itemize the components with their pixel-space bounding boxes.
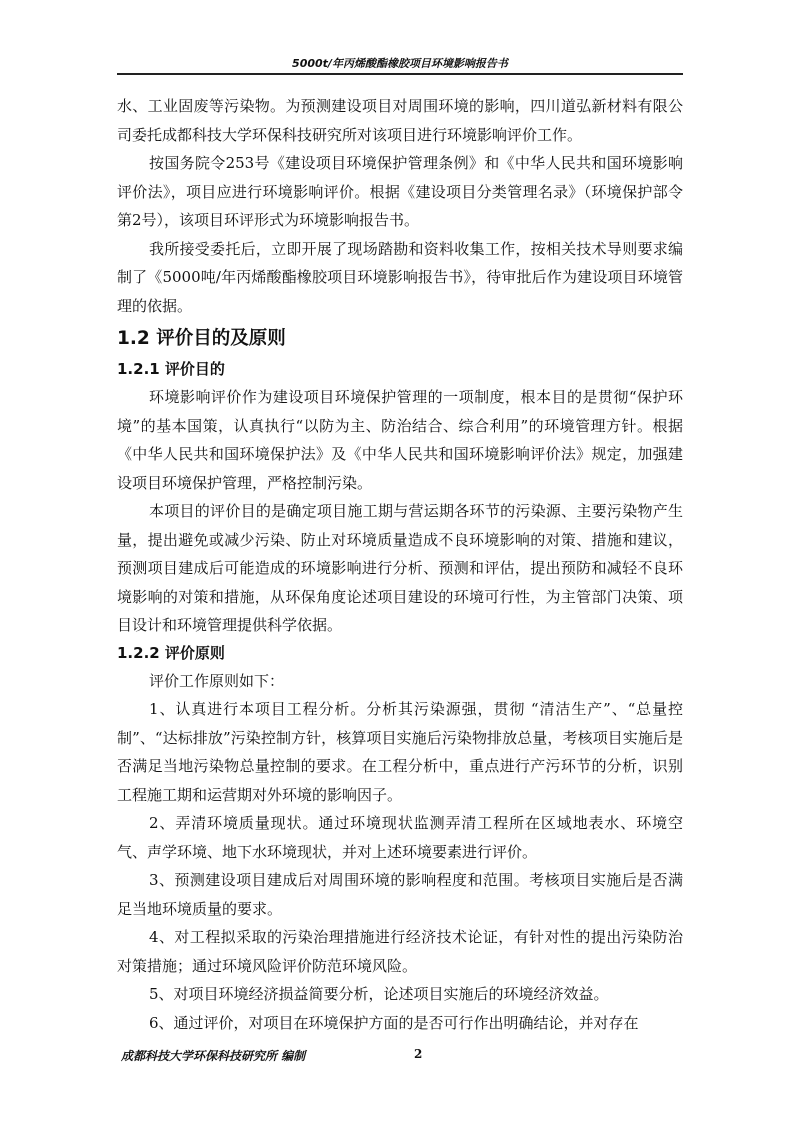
paragraph: 水、工业固废等污染物。为预测建设项目对周围环境的影响，四川道弘新材料有限公司委托成都科技大学环保科技研究所对该项目进行环境影响评价工作。	[117, 97, 683, 144]
list-item: 4、对工程拟采取的污染治理措施进行经济技术论证，有针对性的提出污染防治对策措施；通过环境风险评价防范环境风险。	[117, 928, 683, 975]
page-number: 2	[414, 1047, 423, 1061]
running-header-title: 5000t/年丙烯酸酯橡胶项目环境影响报告书	[292, 57, 508, 70]
list-item: 6、通过评价，对项目在环境保护方面的是否可行作出明确结论，并对存在	[149, 1013, 639, 1032]
paragraph: 我所接受委托后，立即开展了现场踏勘和资料收集工作，按相关技术导则要求编制了《5000吨/年丙烯酸酯橡胶项目环境影响报告书》，待审批后作为建设项目环境管理的依据。	[117, 239, 683, 315]
paragraph: 评价工作原则如下：	[149, 671, 285, 690]
paragraph: 本项目的评价目的是确定项目施工期与营运期各环节的污染源、主要污染物产生量，提出避免或减少污染、防止对环境质量造成不良环境影响的对策、措施和建议，预测项目建成后可能造成的环境影响进行分析、预测和评估，提出预防和减轻不良环境影响的对策和措施，从环保角度论述项目建设的环境可行性，为主管部门决策、项目设计和环境管理提供科学依据。	[117, 502, 683, 634]
page-footer	[117, 1047, 683, 1067]
section-heading-1-2: 1.2 评价目的及原则	[117, 328, 286, 349]
footer-organization: 成都科技大学环保科技研究所 编制	[121, 1049, 306, 1063]
subsection-heading-1-2-2: 1.2.2 评价原则	[117, 643, 225, 662]
list-item: 5、对项目环境经济损益简要分析，论述项目实施后的环境经济效益。	[149, 985, 609, 1003]
subsection-heading-1-2-1: 1.2.1 评价目的	[117, 360, 225, 378]
list-item: 2、弄清环境质量现状。通过环境现状监测弄清工程所在区域地表水、环境空气、声学环境、地下水环境现状，并对上述环境要素进行评价。	[117, 814, 683, 861]
header-divider	[117, 73, 683, 75]
document-body	[117, 92, 683, 1037]
paragraph: 按国务院令253号《建设项目环境保护管理条例》和《中华人民共和国环境影响评价法》，项目应进行环境影响评价。根据《建设项目分类管理名录》（环境保护部令第2号），该项目环评形式为环境影响报告书。	[117, 154, 683, 229]
list-item: 3、预测建设项目建成后对周围环境的影响程度和范围。考核项目实施后是否满足当地环境质量的要求。	[117, 871, 683, 918]
paragraph: 环境影响评价作为建设项目环境保护管理的一项制度，根本目的是贯彻“保护环境”的基本国策，认真执行“以防为主、防治结合、综合利用”的环境管理方针。根据《中华人民共和国环境保护法》及《中华人民共和国环境影响评价法》规定，加强建设项目环境保护管理，严格控制污染。	[117, 388, 683, 492]
list-item: 1、认真进行本项目工程分析。分析其污染源强，贯彻 “清洁生产”、“总量控制”、“达标排放”污染控制方针，核算项目实施后污染物排放总量，考核项目实施后是否满足当地污染物总量控制的要求。在工程分析中，重点进行产污环节的分析，识别工程施工期和运营期对外环境的影响因子。	[117, 700, 683, 804]
